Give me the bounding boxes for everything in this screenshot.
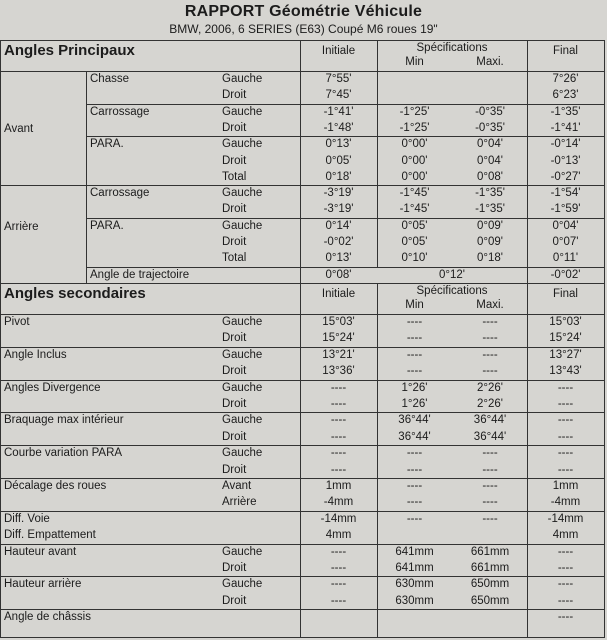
column-divider — [300, 314, 301, 637]
value-final: ---- — [557, 397, 574, 410]
column-divider — [377, 71, 378, 267]
column-divider — [527, 71, 528, 283]
block-divider — [0, 185, 605, 186]
row-side-label: Gauche — [222, 315, 263, 328]
column-divider — [300, 71, 301, 283]
value-final: 7°26' — [552, 73, 579, 85]
group-divider — [0, 544, 605, 545]
block-label-avant: Avant — [4, 122, 34, 135]
trajectoire-final: -0°02' — [550, 268, 581, 281]
value-final: -4mm — [550, 496, 581, 509]
value-min: 641mm — [395, 545, 434, 558]
value-max: ---- — [482, 496, 498, 509]
value-initiale: 15°24' — [322, 332, 355, 345]
section-title-secondary: Angles secondaires — [4, 284, 146, 302]
table-left-border — [0, 40, 1, 638]
value-initiale: -1°48' — [323, 121, 354, 134]
value-min: 36°44' — [398, 430, 431, 443]
row-side-label: Gauche — [222, 73, 263, 85]
row-side-label: Droit — [222, 203, 247, 216]
group-divider — [0, 576, 605, 577]
header-maxi: Maxi. — [476, 56, 504, 68]
value-min: 0°00' — [401, 138, 428, 151]
value-final: -1°41' — [550, 121, 581, 134]
value-min: ---- — [406, 447, 423, 460]
value-max: ---- — [482, 365, 498, 378]
value-min: 0°00' — [401, 170, 428, 183]
column-divider — [86, 71, 87, 267]
trajectoire-initiale: 0°08' — [325, 268, 352, 281]
value-max: ---- — [482, 315, 498, 328]
value-initiale: ---- — [330, 414, 347, 427]
value-final: -1°54' — [550, 187, 581, 200]
row-side-label: Droit — [222, 236, 247, 248]
group-divider — [0, 347, 605, 348]
row-group-label: Chasse — [90, 73, 129, 85]
value-min: ---- — [406, 315, 423, 328]
value-min: 630mm — [395, 594, 434, 607]
value-final: ---- — [557, 594, 574, 607]
value-min: -1°45' — [399, 187, 430, 200]
row-side-label: Avant — [222, 479, 252, 492]
trajectoire-label: Angle de trajectoire — [90, 268, 190, 281]
row-side-label: Gauche — [222, 219, 263, 232]
value-initiale: ---- — [330, 430, 347, 443]
value-max: 661mm — [470, 561, 510, 574]
column-divider — [527, 40, 528, 71]
value-max: ---- — [482, 512, 498, 525]
value-initiale: -4mm — [323, 496, 354, 509]
group-divider — [0, 511, 605, 512]
value-final: 6°23' — [552, 89, 579, 102]
value-max: ---- — [482, 332, 498, 345]
value-final: -14mm — [547, 512, 584, 525]
row-side-label: Droit — [222, 121, 247, 134]
value-initiale: ---- — [330, 447, 347, 460]
row-side-label: Gauche — [222, 348, 263, 361]
value-final: 4mm — [552, 529, 579, 542]
value-min: 0°05' — [401, 236, 428, 248]
value-min: 0°00' — [401, 154, 428, 167]
row-group-label: Angle de châssis — [4, 611, 91, 624]
value-min: 641mm — [395, 561, 434, 574]
value-max: 0°09' — [477, 219, 503, 232]
value-min: 1°26' — [401, 381, 428, 394]
value-final: -0°27' — [550, 170, 581, 183]
row-side-label: Total — [222, 170, 247, 183]
value-min: -1°45' — [399, 203, 430, 216]
value-min: ---- — [406, 365, 423, 378]
row-side-label: Droit — [222, 463, 247, 476]
value-initiale: ---- — [330, 397, 347, 410]
value-min: ---- — [406, 463, 423, 476]
value-min: 0°05' — [401, 219, 428, 232]
value-max: 2°26' — [477, 381, 503, 394]
row-side-label: Droit — [222, 154, 247, 167]
value-final: -1°35' — [550, 105, 581, 118]
value-min: 630mm — [395, 578, 434, 591]
header-maxi: Maxi. — [476, 298, 504, 311]
value-max: 650mm — [470, 594, 510, 607]
vehicle-description: BMW, 2006, 6 SERIES (E63) Coupé M6 roues 19" — [169, 22, 438, 36]
header-initiale: Initiale — [321, 45, 356, 57]
value-max: ---- — [482, 447, 498, 460]
value-final: 0°11' — [552, 252, 579, 265]
header-min: Min — [405, 56, 424, 68]
column-divider — [527, 314, 528, 637]
row-group-label: Carrossage — [90, 105, 150, 118]
trajectoire-spec: 0°12' — [439, 268, 465, 281]
row-side-label: Gauche — [222, 138, 263, 151]
value-max: 36°44' — [473, 430, 507, 443]
header-specifications: Spécifications — [416, 284, 488, 297]
value-max: 0°09' — [477, 236, 503, 248]
value-initiale: ---- — [330, 463, 347, 476]
value-final: ---- — [557, 545, 574, 558]
value-initiale: ---- — [330, 578, 347, 591]
value-final: 15°24' — [549, 332, 582, 345]
section-title-principal: Angles Principaux — [4, 42, 135, 59]
value-max: -1°35' — [475, 203, 505, 216]
column-divider — [527, 283, 528, 314]
block-label-arriere: Arrière — [4, 220, 39, 233]
row-side-label: Droit — [222, 397, 247, 410]
value-initiale: 0°14' — [325, 219, 352, 232]
row-side-label: Gauche — [222, 414, 263, 427]
row-group-label: Angles Divergence — [4, 381, 101, 394]
value-final: ---- — [557, 578, 574, 591]
row-group-label: PARA. — [90, 138, 124, 151]
value-min: -1°25' — [399, 121, 430, 134]
column-divider — [300, 283, 301, 314]
row-group-label: Angle Inclus — [4, 348, 67, 361]
row-group-label: Pivot — [4, 315, 30, 328]
group-divider — [0, 412, 605, 413]
value-initiale: ---- — [330, 594, 347, 607]
value-max: 0°04' — [477, 138, 503, 151]
value-max: -0°35' — [475, 105, 505, 118]
row-side-label: Gauche — [222, 578, 263, 591]
value-initiale: 7°55' — [325, 73, 352, 85]
header-final: Final — [553, 45, 578, 57]
value-final: ---- — [557, 414, 574, 427]
row-side-label: Gauche — [222, 545, 263, 558]
column-divider — [377, 283, 378, 314]
value-initiale: 7°45' — [325, 89, 352, 102]
value-final: ---- — [557, 430, 574, 443]
value-final: 0°07' — [552, 236, 579, 248]
row-side-label: Gauche — [222, 447, 263, 460]
row-side-label: Droit — [222, 430, 247, 443]
value-final: ---- — [557, 381, 574, 394]
value-max: -0°35' — [475, 121, 505, 134]
value-initiale: ---- — [330, 561, 347, 574]
value-min: ---- — [406, 479, 423, 492]
row-group-label: Décalage des roues — [4, 479, 107, 492]
value-max: 36°44' — [473, 414, 507, 427]
value-max: ---- — [482, 348, 498, 361]
value-max: 650mm — [470, 578, 510, 591]
row-group-label: Carrossage — [90, 187, 150, 200]
value-initiale: 0°13' — [325, 138, 352, 151]
value-final: -1°59' — [550, 203, 581, 216]
value-final: ---- — [557, 611, 574, 624]
column-divider — [377, 40, 378, 71]
value-final: 13°43' — [549, 365, 582, 378]
group-divider — [0, 609, 605, 610]
row-side-label: Droit — [222, 594, 247, 607]
value-initiale: 0°13' — [325, 252, 352, 265]
row-side-label: Gauche — [222, 187, 263, 200]
value-final: 13°27' — [549, 348, 582, 361]
column-divider — [86, 267, 87, 283]
value-min: ---- — [406, 348, 423, 361]
row-side-label: Total — [222, 252, 247, 265]
value-min: ---- — [406, 512, 423, 525]
value-initiale: 1mm — [325, 479, 352, 492]
group-divider — [0, 478, 605, 479]
value-max: -1°35' — [475, 187, 505, 200]
header-final: Final — [553, 287, 578, 300]
row-group-label: Courbe variation PARA — [4, 447, 123, 460]
row-group-label: Hauteur arrière — [4, 578, 82, 591]
value-final: -0°13' — [550, 154, 581, 167]
value-max: ---- — [482, 479, 498, 492]
row-group-label: Hauteur avant — [4, 545, 77, 558]
value-initiale: 4mm — [325, 529, 352, 542]
report-title: RAPPORT Géométrie Véhicule — [184, 3, 423, 20]
value-final: 1mm — [552, 479, 579, 492]
row-side-label: Droit — [222, 89, 247, 102]
header-min: Min — [405, 298, 424, 311]
geometry-table — [0, 40, 605, 638]
value-initiale: 15°03' — [322, 315, 355, 328]
table-right-border — [604, 40, 605, 638]
column-divider — [377, 314, 378, 637]
value-initiale: ---- — [330, 545, 347, 558]
value-final: ---- — [557, 463, 574, 476]
group-divider — [0, 380, 605, 381]
value-final: ---- — [557, 561, 574, 574]
value-initiale: 0°05' — [325, 154, 352, 167]
row-group-label: PARA. — [90, 219, 124, 232]
value-final: 15°03' — [549, 315, 582, 328]
value-initiale: ---- — [330, 381, 347, 394]
row-side-label: Droit — [222, 561, 247, 574]
value-initiale: -0°02' — [323, 236, 354, 248]
value-initiale: 13°21' — [322, 348, 355, 361]
value-final: ---- — [557, 447, 574, 460]
row-group-label: Braquage max intérieur — [4, 414, 124, 427]
value-min: ---- — [406, 332, 423, 345]
value-initiale: -14mm — [320, 512, 357, 525]
value-final: -0°14' — [550, 138, 581, 151]
row-side-label: Droit — [222, 365, 247, 378]
value-final: 0°04' — [552, 219, 579, 232]
value-initiale: -3°19' — [323, 187, 354, 200]
value-min: ---- — [406, 496, 423, 509]
group-divider — [0, 445, 605, 446]
column-divider — [300, 40, 301, 71]
value-max: 0°08' — [477, 170, 503, 183]
row-group-label: Diff. Empattement — [4, 529, 96, 542]
value-initiale: -1°41' — [323, 105, 354, 118]
value-max: 0°18' — [477, 252, 503, 265]
table-bottom-border — [0, 637, 605, 638]
row-side-label: Gauche — [222, 381, 263, 394]
value-max: ---- — [482, 463, 498, 476]
value-initiale: -3°19' — [323, 203, 354, 216]
value-min: 36°44' — [398, 414, 431, 427]
value-initiale: 13°36' — [322, 365, 355, 378]
value-max: 0°04' — [477, 154, 503, 167]
row-side-label: Droit — [222, 332, 247, 345]
value-min: 0°10' — [401, 252, 428, 265]
value-min: 1°26' — [401, 397, 428, 410]
value-initiale: 0°18' — [325, 170, 352, 183]
header-specifications: Spécifications — [416, 42, 488, 54]
row-side-label: Gauche — [222, 105, 263, 118]
row-side-label: Arrière — [222, 496, 257, 509]
header-initiale: Initiale — [321, 287, 356, 300]
value-max: 2°26' — [477, 397, 503, 410]
value-max: 661mm — [470, 545, 510, 558]
value-min: -1°25' — [399, 105, 430, 118]
row-group-label: Diff. Voie — [4, 512, 50, 525]
